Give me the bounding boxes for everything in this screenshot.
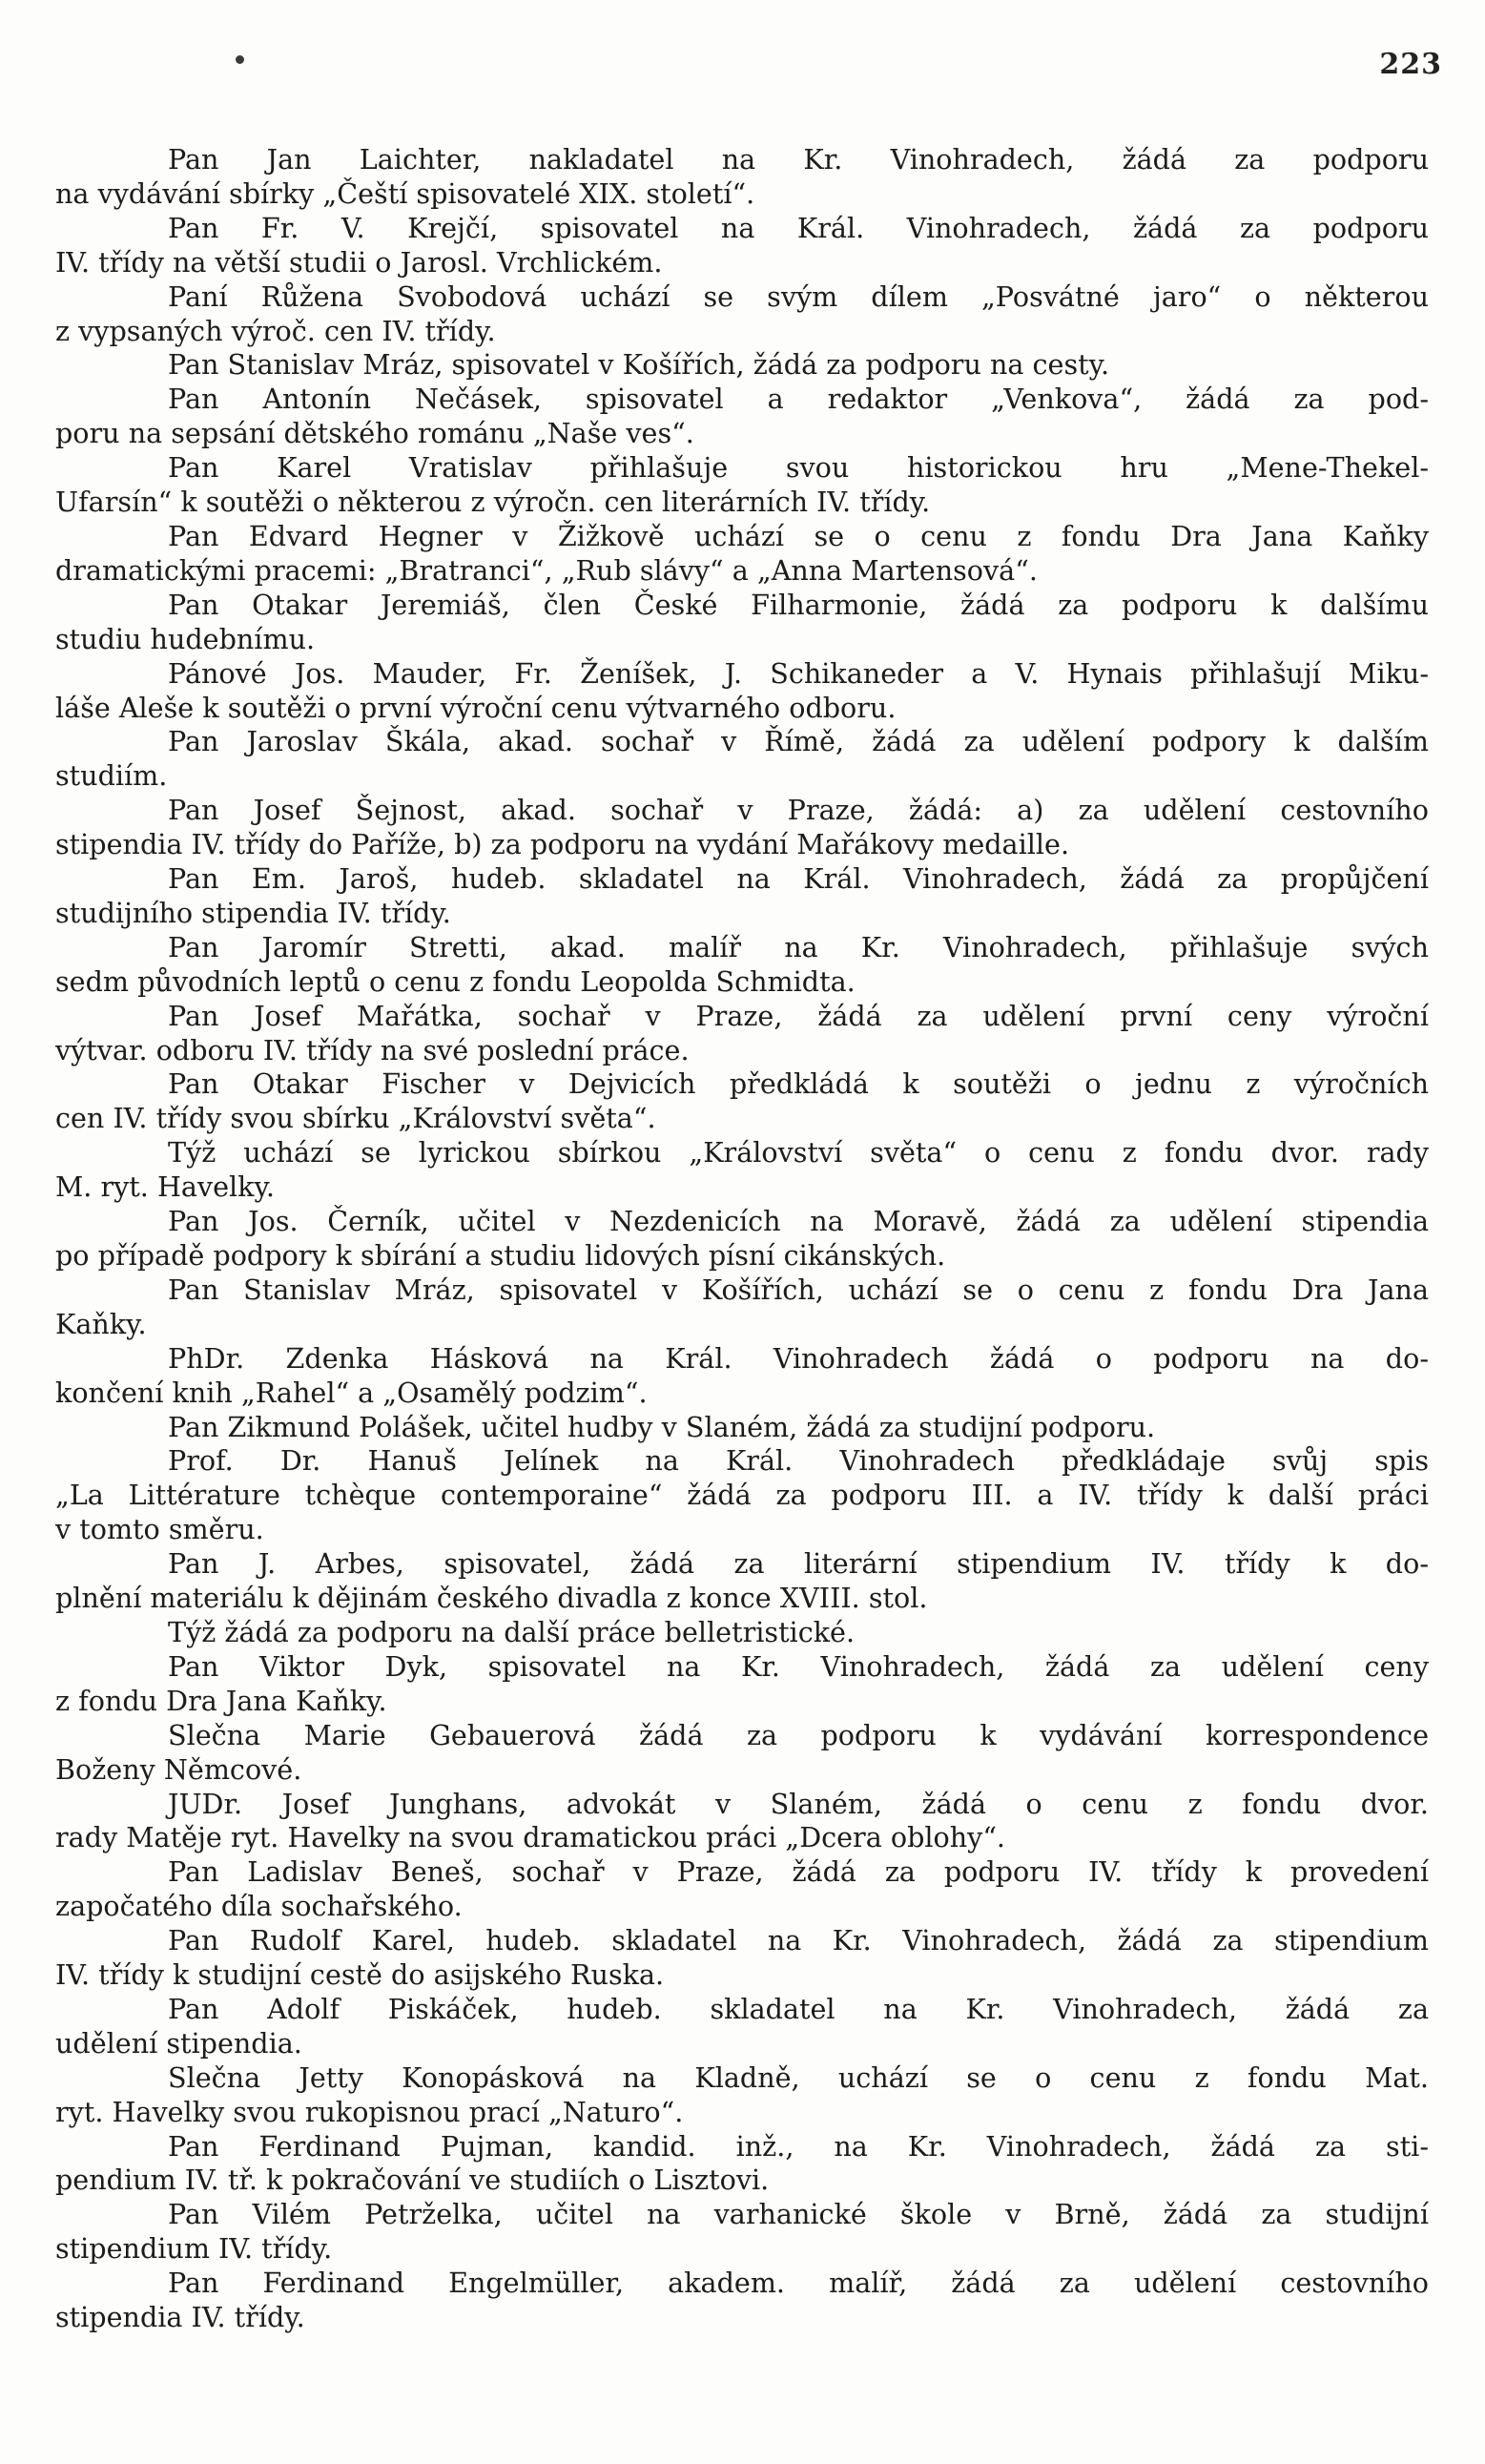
entry-line: na vydávání sbírky „Čeští spisovatelé XIX. století“. [55,176,755,210]
entry-e3 [55,280,1429,349]
entry-line: stipendia IV. třídy. [55,2301,305,2334]
entry-line: rady Matěje ryt. Havelky na svou dramatickou práci „Dcera oblohy“. [55,1821,1006,1854]
entry-line: M. ryt. Havelky. [55,1170,275,1204]
entry-e14 [55,1000,1429,1068]
bullet-mark [236,55,244,64]
entry-line: Pan Josef Šejnost, akad. sochař v Praze, žádá: a) za udělení cestovního [168,794,1429,827]
entry-line: Pan J. Arbes, spisovatel, žádá za literární stipendium IV. třídy k do- [168,1547,1429,1581]
entry-line: Slečna Marie Gebauerová žádá za podporu k vydávání korrespondence [168,1718,1429,1751]
entry-line: láše Aleše k soutěži o první výroční cenu výtvarného odboru. [55,691,897,724]
entry-line: IV. třídy na větší studii o Jarosl. Vrchlickém. [55,245,663,279]
entry-line: Pan Josef Mařátka, sochař v Praze, žádá za udělení první ceny výroční [168,999,1429,1032]
entry-line: JUDr. Josef Junghans, advokát v Slaném, žádá o cenu z fondu dvor. [168,1787,1429,1820]
entry-line: po případě podpory k sbírání a studiu lidových písní cikánských. [55,1239,946,1272]
entry-e1 [55,143,1429,212]
entry-e28 [55,1924,1429,1993]
entry-e5 [55,383,1429,451]
entry-e18 [55,1273,1429,1342]
entry-line: Pan Jan Laichter, nakladatel na Kr. Vinohradech, žádá za podporu [168,143,1429,176]
entry-line: Pan Antonín Nečásek, spisovatel a redaktor „Venkova“, žádá za pod- [168,383,1429,416]
entry-line: Pan Jaromír Stretti, akad. malíř na Kr. Vinohradech, přihlašuje svých [168,930,1429,963]
entry-line: Pan Otakar Fischer v Dejvicích předkládá k soutěži o jednu z výročních [168,1067,1429,1101]
entry-line: studijního stipendia IV. třídy. [55,896,451,929]
entry-e2 [55,212,1429,280]
entry-line: započatého díla sochařského. [55,1890,463,1923]
entry-line: Pan Rudolf Karel, hudeb. skladatel na Kr. Vinohradech, žádá za stipendium [168,1924,1429,1957]
entry-e11 [55,794,1429,862]
entry-line: PhDr. Zdenka Hásková na Král. Vinohradech žádá o podporu na do- [168,1341,1429,1375]
entry-e30 [55,2061,1429,2130]
entry-line: Pan Zikmund Polášek, učitel hudby v Slaném, žádá za studijní podporu. [168,1410,1156,1443]
entry-line: stipendium IV. třídy. [55,2232,333,2266]
entry-line: poru na sepsání dětského románu „Naše ves“. [55,417,694,450]
entry-line: Pan Vilém Petrželka, učitel na varhanické škole v Brně, žádá za studijní [168,2198,1429,2231]
entry-line: Pan Ladislav Beneš, sochař v Praze, žádá za podporu IV. třídy k provedení [168,1855,1429,1889]
entry-line: IV. třídy k studijní cestě do asijského Ruska. [55,1958,665,1992]
entry-line: Kaňky. [55,1307,147,1340]
entry-line: Slečna Jetty Konopásková na Kladně, uchází se o cenu z fondu Mat. [168,2060,1429,2094]
entry-line: Paní Růžena Svobodová uchází se svým dílem „Posvátné jaro“ o některou [168,280,1429,313]
entry-line: Týž žádá za podporu na další práce belletristické. [168,1615,856,1648]
entry-line: cen IV. třídy svou sbírku „Království světa“. [55,1102,656,1135]
entry-e19 [55,1342,1429,1411]
entry-line: Ufarsín“ k soutěži o některou z výročn. cen literárních IV. třídy. [55,486,931,519]
entry-line: „La Littérature tchèque contemporaine“ žádá za podporu III. a IV. třídy k další práci [55,1479,1429,1512]
entry-line: Pan Stanislav Mráz, spisovatel v Košířích, žádá za podporu na cesty. [168,348,1110,382]
entry-e13 [55,931,1429,1000]
entry-e21 [55,1444,1429,1547]
entry-e7 [55,520,1429,589]
entry-e17 [55,1205,1429,1273]
entry-e9 [55,657,1429,726]
entry-line: studiu hudebnímu. [55,622,316,655]
entry-e15 [55,1067,1429,1136]
entry-line: Pan Ferdinand Pujman, kandid. inž., na Kr. Vinohradech, žádá za sti- [168,2129,1429,2163]
entry-line: v tomto směru. [55,1513,264,1546]
entry-e23 [55,1616,1429,1650]
entry-e31 [55,2130,1429,2199]
entry-e27 [55,1855,1429,1924]
entry-e12 [55,862,1429,931]
entry-line: Boženy Němcové. [55,1752,302,1786]
entry-line: Pan Adolf Piskáček, hudeb. skladatel na Kr. Vinohradech, žádá za [168,1992,1429,2025]
entry-line: plnění materiálu k dějinám českého divadla z konce XVIII. stol. [55,1582,928,1615]
entry-e25 [55,1719,1429,1788]
entry-line: ryt. Havelky svou rukopisnou prací „Naturo“. [55,2095,684,2128]
entry-e20 [55,1411,1429,1445]
entry-line: Pánové Jos. Mauder, Fr. Ženíšek, J. Schikaneder a V. Hynais přihlašují Miku- [168,656,1429,690]
entry-line: Prof. Dr. Hanuš Jelínek na Král. Vinohradech předkládaje svůj spis [168,1444,1429,1478]
entry-e32 [55,2198,1429,2267]
entry-line: udělení stipendia. [55,2026,302,2060]
entry-line: dramatickými pracemi: „Bratranci“, „Rub slávy“ a „Anna Martensová“. [55,553,1038,587]
entry-line: Pan Stanislav Mráz, spisovatel v Košířích, uchází se o cenu z fondu Dra Jana [168,1273,1429,1306]
entry-line: Pan Fr. V. Krejčí, spisovatel na Král. Vinohradech, žádá za podporu [168,211,1429,244]
entry-e29 [55,1993,1429,2061]
entry-e10 [55,725,1429,794]
entries-list [55,143,1429,2335]
entry-line: Pan Edvard Hegner v Žižkově uchází se o cenu z fondu Dra Jana Kaňky [168,519,1429,552]
entry-line: Pan Jos. Černík, učitel v Nezdenicích na Moravě, žádá za udělení stipendia [168,1205,1429,1238]
entry-line: z fondu Dra Jana Kaňky. [55,1684,387,1717]
entry-e26 [55,1788,1429,1856]
entry-line: studiím. [55,759,168,793]
entry-line: výtvar. odboru IV. třídy na své poslední práce. [55,1033,690,1066]
entry-line: Pan Viktor Dyk, spisovatel na Kr. Vinohradech, žádá za udělení ceny [168,1649,1429,1683]
entry-line: Týž uchází se lyrickou sbírkou „Království světa“ o cenu z fondu dvor. rady [168,1136,1429,1170]
entry-line: Pan Otakar Jeremiáš, člen České Filharmonie, žádá za podporu k dalšímu [168,588,1429,621]
entry-e33 [55,2267,1429,2335]
entry-line: sedm původních leptů o cenu z fondu Leopolda Schmidta. [55,964,856,998]
entry-line: z vypsaných výroč. cen IV. třídy. [55,314,496,347]
page-number: 223 [1379,48,1442,81]
entry-line: končení knih „Rahel“ a „Osamělý podzim“. [55,1376,648,1409]
entry-line: Pan Jaroslav Škála, akad. sochař v Římě, žádá za udělení podpory k dalším [168,725,1429,758]
entry-e6 [55,451,1429,520]
entry-line: stipendia IV. třídy do Paříže, b) za podporu na vydání Mařákovy medaille. [55,828,1070,861]
entry-line: Pan Em. Jaroš, hudeb. skladatel na Král. Vinohradech, žádá za propůjčení [168,862,1429,896]
entry-e8 [55,589,1429,657]
entry-e4 [55,348,1429,383]
entry-e24 [55,1650,1429,1719]
entry-line: Pan Ferdinand Engelmüller, akadem. malíř, žádá za udělení cestovního [168,2267,1429,2300]
entry-e16 [55,1136,1429,1205]
entry-line: pendium IV. tř. k pokračování ve studiích o Lisztovi. [55,2164,770,2197]
entry-e22 [55,1547,1429,1616]
entry-line: Pan Karel Vratislav přihlašuje svou historickou hru „Mene-Thekel- [168,451,1429,485]
